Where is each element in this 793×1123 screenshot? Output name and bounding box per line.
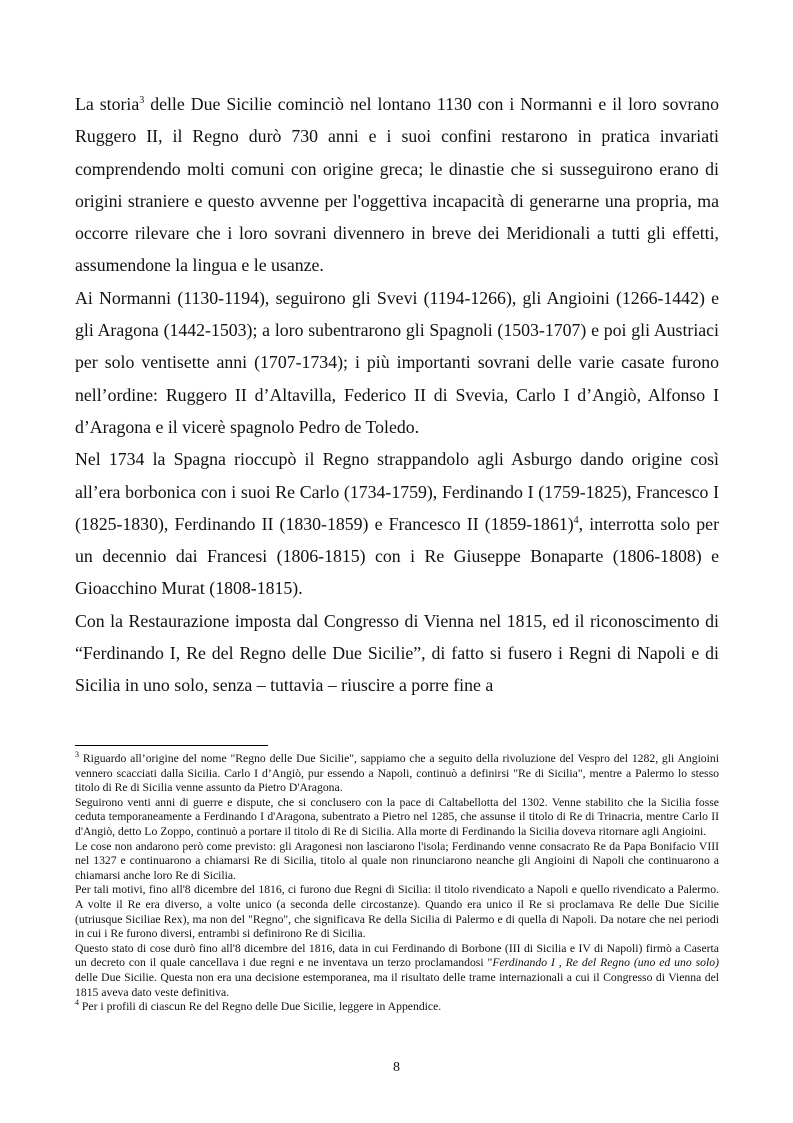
footnote-4 bbox=[75, 1000, 719, 1015]
footnote-3-p3: Le cose non andarono però come previsto: gli Aragonesi non lasciarono l'isola; Ferdinando venne consacrato Re da Papa Bonifacio VIII nel 1327 e continuarono a chiamarsi Re di Sicilia, titolo al quale non rinunciarono neanche gli Angioini di Napoli che continuarono a chiamarsi anche loro Re di Sicilia. bbox=[75, 839, 719, 882]
footnote-3-p2: Seguirono venti anni di guerre e dispute, che si conclusero con la pace di Caltabellotta del 1302. Venne stabilito che la Sicilia fosse ceduta temporaneamente a Ferdinando I d'Aragona, subentrato a Pietro nel 1285, che assunse il titolo di Re di Trinacria, mentre Carlo II d'Angiò, detto Lo Zoppo, continuò a portare il titolo di Re di Sicilia. Alla morte di Ferdinando la Sicilia doveva ritornare agli Angioini. bbox=[75, 795, 719, 838]
footnote-4-text: Per i profili di ciascun Re del Regno delle Due Sicilie, leggere in Appendice. bbox=[79, 1000, 442, 1014]
paragraph-1-rest: delle Due Sicilie cominciò nel lontano 1130 con i Normanni e il loro sovrano Ruggero II, il Regno durò 730 anni e i suoi confini restarono in pratica invariati comprendendo molti comuni con origine greca; le dinastie che si susseguirono erano di origini straniere e questo avvenne per l'oggettiva incapacità di generarne una propria, ma occorre rilevare che i loro sovrani divennero in breve dei Meridionali a tutti gli effetti, assumendone la lingua e le usanze. bbox=[75, 94, 719, 276]
footnote-3-number: 3 bbox=[75, 750, 79, 760]
footnote-ref-4: 4 bbox=[573, 514, 579, 526]
paragraph-3-start: Nel 1734 la Spagna rioccupò il Regno strappandolo agli Asburgo dando origine così all’era borbonica con i suoi Re Carlo (1734-1759), Ferdinando I (1759-1825), Francesco I (1825-1830), Ferdinando II (1830-1859) e Francesco II (1859-1861) bbox=[75, 449, 719, 534]
footnote-divider bbox=[75, 745, 268, 746]
footnotes bbox=[75, 752, 719, 1015]
paragraph-1 bbox=[75, 88, 719, 282]
page-number: 8 bbox=[393, 1060, 400, 1075]
footnote-3-p5-rest: delle Due Sicilie. Questa non era una decisione estemporanea, ma il risultato delle trame internazionali a cui il Congresso di Vienna del 1815 aveva dato veste definitiva. bbox=[75, 970, 719, 999]
footnote-3-p5 bbox=[75, 942, 719, 1000]
footnote-3-p5-start: Questo stato di cose durò fino all'8 dicembre del 1816, data in cui Ferdinando di Borbone (III di Sicilia e IV di Napoli) firmò a Caserta un decreto con il quale cancellava i due regni e ne inventava un terzo proclamandosi " bbox=[75, 941, 719, 970]
footnote-ref-3: 3 bbox=[139, 95, 145, 107]
paragraph-3 bbox=[75, 443, 719, 604]
footnote-3-text-1: Riguardo all’origine del nome "Regno delle Due Sicilie", sappiamo che a seguito della rivoluzione del Vespro del 1282, gli Angioini vennero scacciati dalla Sicilia. Carlo I d’Angiò, pur essendo a Napoli, continuò a definirsi "Re di Sicilia", mentre a Palermo lo stesso titolo di Re di Sicilia venne assunto da Pietro D'Aragona. bbox=[75, 752, 719, 795]
paragraph-2: Ai Normanni (1130-1194), seguirono gli Svevi (1194-1266), gli Angioini (1266-1442) e gli Aragona (1442-1503); a loro subentrarono gli Spagnoli (1503-1707) e poi gli Austriaci per solo ventisette anni (1707-1734); i più importanti sovrani delle varie casate furono nell’ordine: Ruggero II d’Altavilla, Federico II di Svevia, Carlo I d’Angiò, Alfonso I d’Aragona e il vicerè spagnolo Pedro de Toledo. bbox=[75, 287, 719, 437]
paragraph-1-start: La storia bbox=[75, 94, 140, 114]
footnote-3-p4: Per tali motivi, fino all'8 dicembre del 1816, ci furono due Regni di Sicilia: il titolo rivendicato a Napoli e quello rivendicato a Palermo. A volte il Re era diverso, a volte unico (a seconda delle circostanze). Quando era unico il Re si proclamava Re delle Due Sicilie (utriusque Siciliae Rex), ma non del "Regno", che significava Re della Sicilia di Palermo e di quella di Napoli. Da notare che nei periodi in cui i Re furono diversi, entrambi si definirono Re di Sicilia. bbox=[75, 883, 719, 941]
main-text bbox=[75, 88, 719, 702]
footnote-3-p1 bbox=[75, 752, 719, 796]
paragraph-3-rest: , interrotta solo per un decennio dai Francesi (1806-1815) con i Re Giuseppe Bonaparte (1806-1808) e Gioacchino Murat (1808-1815). bbox=[75, 513, 720, 599]
paragraph-4: Con la Restaurazione imposta dal Congresso di Vienna nel 1815, ed il riconoscimento di “Ferdinando I, Re del Regno delle Due Sicilie”, di fatto si fusero i Regni di Napoli e di Sicilia in uno solo, senza – tuttavia – riuscire a porre fine a bbox=[75, 610, 719, 696]
footnote-3-p5-italic: Ferdinando I , Re del Regno (uno ed uno solo) bbox=[492, 956, 719, 970]
footnote-4-number: 4 bbox=[75, 998, 79, 1008]
